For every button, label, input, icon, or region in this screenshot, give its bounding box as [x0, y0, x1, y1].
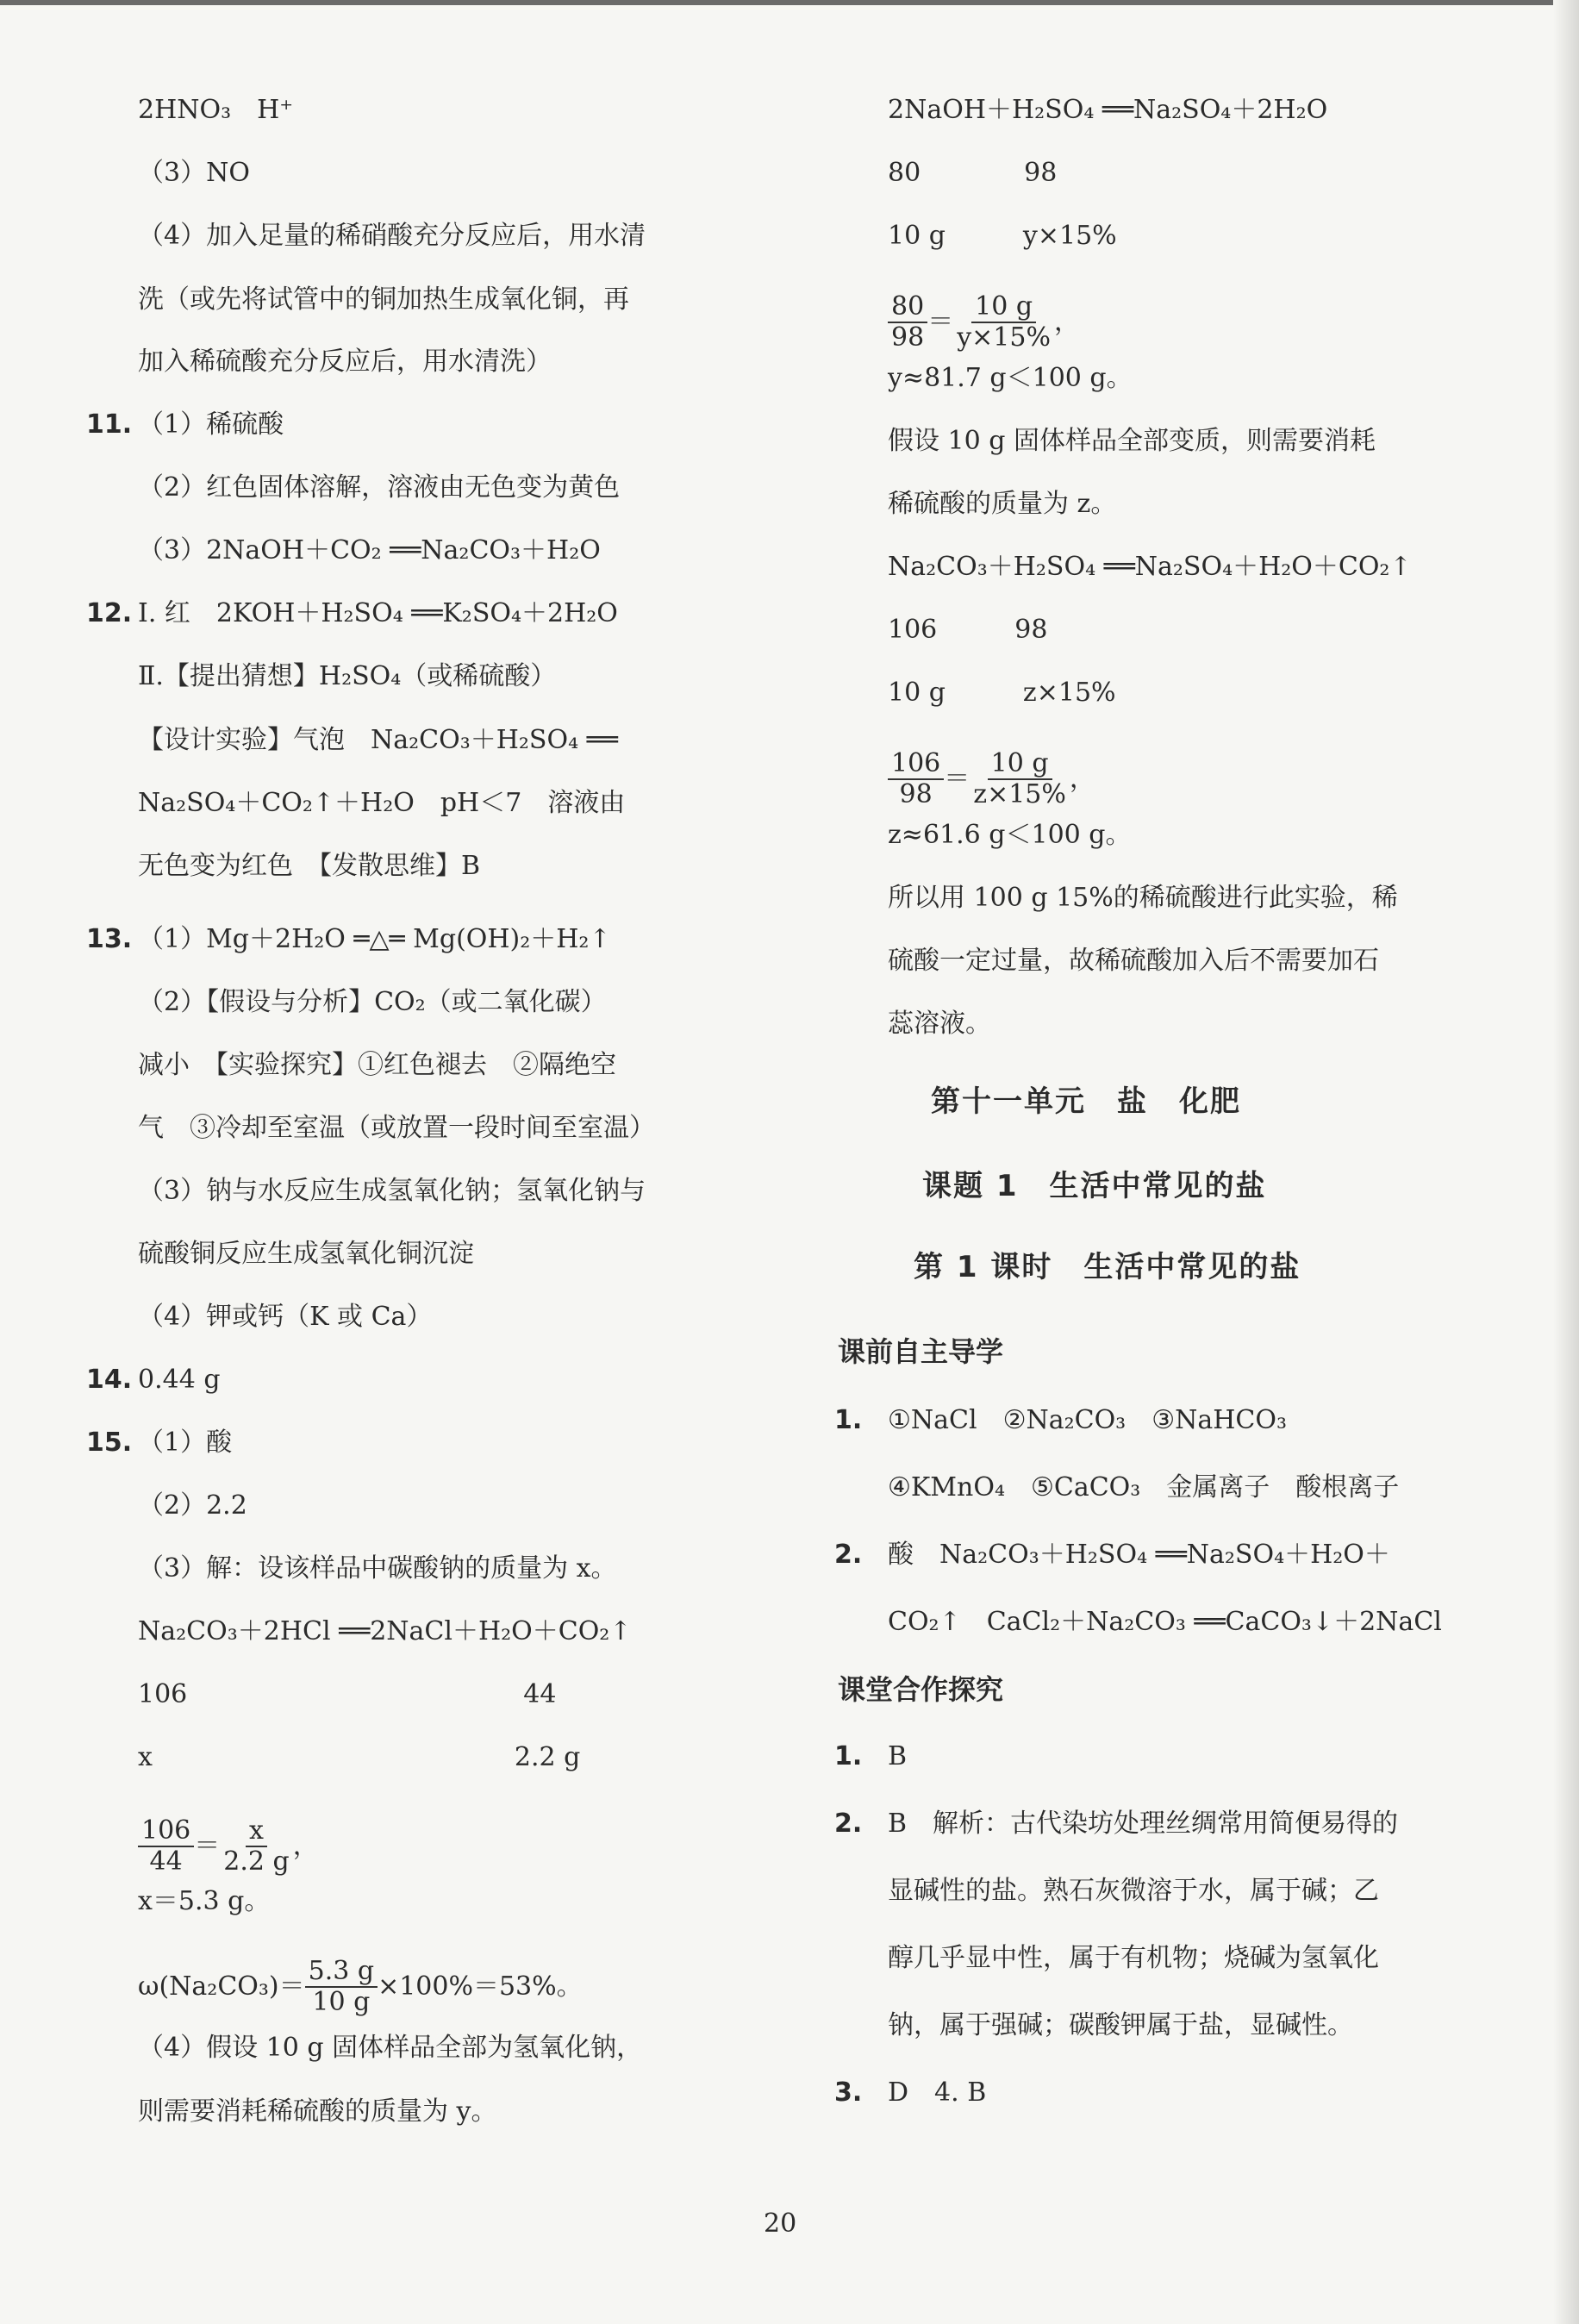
line-content	[888, 1941, 1379, 1976]
line-content	[888, 2009, 1353, 2043]
fraction	[888, 292, 927, 353]
fraction	[305, 1957, 378, 2017]
answer-line	[138, 1300, 432, 1334]
fraction	[953, 292, 1054, 353]
denominator: z×15%	[973, 779, 1066, 809]
answer-line	[834, 1403, 1287, 1438]
line-text: 硫酸铜反应生成氢氧化铜沉淀	[138, 1239, 474, 1269]
line-text: 显碱性的盐。熟石灰微溶于水，属于碱；乙	[888, 1876, 1379, 1906]
line-text: 酸 Na₂CO₃＋H₂SO₄ ══Na₂SO₄＋H₂O＋	[888, 1540, 1390, 1570]
line-text: Na₂CO₃＋2HCl ══2NaCl＋H₂O＋CO₂↑	[138, 1616, 632, 1646]
line-content	[888, 550, 1412, 584]
line-text: 【设计实验】气泡 Na₂CO₃＋H₂SO₄ ══	[138, 725, 618, 755]
line-content	[888, 219, 1117, 253]
line-text: 106 44	[138, 1679, 557, 1709]
answer-line	[138, 1048, 616, 1083]
answer-line	[138, 1237, 474, 1271]
numerator: 10 g	[988, 749, 1052, 780]
line-content	[138, 219, 646, 253]
line-text: ①NaCl ②Na₂CO₃ ③NaHCO₃	[888, 1405, 1287, 1435]
line-text: B 解析：古代染坊处理丝绸常用简便易得的	[888, 1809, 1399, 1839]
formula-text: ，	[292, 1831, 319, 1861]
question-number: 1.	[834, 1405, 863, 1435]
answer-line	[138, 723, 618, 758]
numerator: x	[246, 1816, 267, 1847]
line-content	[888, 1538, 1390, 1572]
answer-line	[888, 424, 1376, 459]
line-content	[138, 1816, 319, 1877]
page-edge-shadow	[1553, 0, 1579, 2324]
denominator: 44	[149, 1846, 183, 1877]
line-content	[888, 1807, 1398, 1841]
line-content	[138, 471, 620, 505]
line-text: （2）【假设与分析】CO₂（或二氧化碳）	[138, 987, 607, 1017]
line-content	[888, 1403, 1287, 1438]
formula-text: ，	[1069, 764, 1095, 794]
answer-line	[888, 1471, 1399, 1505]
question-number: 2.	[834, 1540, 863, 1570]
line-content	[138, 849, 480, 884]
numerator: 106	[888, 749, 944, 780]
line-content	[888, 487, 1116, 522]
line-content	[888, 944, 1379, 978]
answer-line	[138, 1615, 631, 1649]
equals-sign: ＝	[944, 764, 970, 794]
line-content	[888, 292, 1080, 353]
line-content	[138, 1740, 580, 1775]
answer-line	[888, 676, 1116, 710]
line-content	[138, 1300, 432, 1334]
answer-line	[138, 345, 552, 379]
line-text: 气 ③冷却至室温（或放置一段时间至室温）	[138, 1113, 655, 1143]
line-content	[138, 1426, 232, 1460]
line-text: 减小 【实验探究】①红色褪去 ②隔绝空	[138, 1050, 616, 1080]
line-content	[888, 613, 1047, 647]
subsection-heading: 课堂合作探究	[838, 1673, 1004, 1706]
page-number: 20	[764, 2208, 797, 2239]
line-text: （3）2NaOH＋CO₂ ══Na₂CO₃＋H₂O	[138, 535, 601, 565]
line-text: D 4. B	[888, 2077, 987, 2108]
line-content	[888, 1740, 907, 1774]
question-number: 11.	[86, 409, 133, 440]
answer-line	[138, 2031, 642, 2065]
line-text: （1）酸	[138, 1428, 233, 1458]
line-text: B	[888, 1741, 908, 1771]
line-text: CO₂↑ CaCl₂＋Na₂CO₃ ══CaCO₃↓＋2NaCl	[888, 1607, 1442, 1637]
line-content	[888, 676, 1116, 710]
line-text: （4）钾或钙（K 或 Ca）	[138, 1302, 433, 1332]
line-content	[138, 283, 629, 317]
line-content	[888, 1471, 1399, 1505]
line-text: z≈61.6 g＜100 g。	[888, 820, 1132, 850]
line-content	[138, 1237, 474, 1271]
line-text: Ⅱ.【提出猜想】H₂SO₄（或稀硫酸）	[138, 661, 557, 691]
denominator: 2.2 g	[223, 1846, 290, 1877]
line-content	[888, 1605, 1442, 1640]
equals-sign: ＝	[194, 1831, 221, 1861]
line-content	[138, 597, 618, 631]
line-text: （2）红色固体溶解，溶液由无色变为黄色	[138, 472, 621, 503]
line-content	[138, 1174, 646, 1209]
answer-line	[86, 1363, 221, 1397]
answer-line	[888, 1605, 1442, 1640]
line-content	[138, 93, 293, 128]
line-content	[138, 786, 625, 821]
answer-line	[138, 1884, 270, 1919]
line-content	[888, 361, 1133, 396]
numerator: 10 g	[971, 292, 1036, 323]
answer-line	[138, 1552, 617, 1586]
answer-line	[138, 471, 620, 505]
line-text: （1）稀硫酸	[138, 409, 284, 440]
answer-line	[86, 1426, 233, 1460]
line-content	[888, 156, 1057, 191]
answer-line	[888, 219, 1117, 253]
line-content	[888, 2076, 986, 2110]
line-text: y≈81.7 g＜100 g。	[888, 363, 1133, 393]
line-content	[888, 424, 1376, 459]
question-number: 12.	[86, 598, 133, 628]
answer-line	[86, 922, 611, 957]
answer-line	[138, 1814, 319, 1877]
answer-line	[138, 93, 293, 128]
line-text: （4）加入足量的稀硝酸充分反应后，用水清	[138, 221, 646, 251]
answer-line	[138, 283, 629, 317]
answer-line	[86, 408, 284, 442]
line-text: 106 98	[888, 615, 1048, 645]
line-text: 稀硫酸的质量为 z。	[888, 489, 1117, 519]
line-text: Na₂CO₃＋H₂SO₄ ══Na₂SO₄＋H₂O＋CO₂↑	[888, 552, 1412, 582]
answer-line	[888, 290, 1080, 353]
answer-line	[138, 849, 480, 884]
line-content	[888, 818, 1131, 853]
answer-line	[834, 1807, 1399, 1841]
line-content	[888, 1874, 1379, 1909]
line-content	[888, 881, 1398, 915]
line-content	[888, 93, 1327, 128]
answer-line	[834, 2076, 987, 2110]
answer-line	[888, 361, 1133, 396]
answer-line	[138, 156, 250, 191]
section-heading: 课题 1 生活中常见的盐	[922, 1169, 1267, 1203]
line-content	[138, 1048, 616, 1083]
line-content	[138, 1489, 247, 1523]
line-text: （2）2.2	[138, 1490, 247, 1521]
line-content	[138, 1552, 617, 1586]
top-border	[0, 0, 1579, 5]
question-number: 3.	[834, 2077, 863, 2108]
answer-line	[888, 93, 1327, 128]
line-text: 80 98	[888, 158, 1058, 188]
answer-line	[138, 1174, 646, 1209]
line-text: 2HNO₃ H⁺	[138, 95, 294, 125]
numerator: 106	[138, 1816, 194, 1847]
question-number: 14.	[86, 1365, 133, 1395]
line-content	[138, 2031, 642, 2065]
fraction	[138, 1816, 194, 1877]
line-text: （4）假设 10 g 固体样品全部为氢氧化钠，	[138, 2033, 643, 2063]
answer-line	[138, 1957, 583, 2017]
line-content	[138, 345, 552, 379]
question-number: 1.	[834, 1741, 863, 1771]
line-content	[138, 1677, 556, 1712]
answer-line	[888, 487, 1116, 522]
answer-line	[888, 1941, 1379, 1976]
denominator: 10 g	[312, 1987, 371, 2017]
fraction	[888, 749, 944, 809]
denominator: 98	[899, 779, 933, 809]
line-text: （3）NO	[138, 158, 250, 188]
answer-line	[834, 1538, 1390, 1572]
answer-line	[888, 550, 1412, 584]
answer-line	[138, 659, 556, 694]
answer-line	[888, 818, 1131, 853]
answer-line	[888, 747, 1095, 809]
line-text: Ⅰ. 红 2KOH＋H₂SO₄ ══K₂SO₄＋2H₂O	[138, 598, 618, 628]
answer-line	[138, 219, 646, 253]
answer-line	[888, 944, 1379, 978]
line-text: x＝5.3 g。	[138, 1886, 271, 1916]
line-content	[138, 534, 601, 568]
line-text: 则需要消耗稀硫酸的质量为 y。	[138, 2096, 497, 2127]
line-content	[138, 156, 250, 191]
answer-line	[138, 1111, 655, 1146]
question-number: 15.	[86, 1428, 133, 1458]
denominator: y×15%	[957, 322, 1051, 353]
numerator: 80	[888, 292, 927, 323]
section-heading: 第十一单元 盐 化肥	[931, 1084, 1241, 1119]
line-text: 0.44 g	[138, 1365, 221, 1395]
line-content	[138, 408, 284, 442]
line-content	[138, 1363, 221, 1397]
line-text: 所以用 100 g 15%的稀硫酸进行此实验，稀	[888, 883, 1398, 913]
answer-line	[138, 786, 625, 821]
answer-line	[138, 2095, 496, 2129]
answer-line	[888, 2009, 1353, 2043]
line-text: （3）钠与水反应生成氢氧化钠；氢氧化钠与	[138, 1176, 646, 1206]
formula-text: ω(Na₂CO₃)＝	[138, 1971, 305, 2002]
answer-line	[888, 156, 1057, 191]
line-content	[138, 1111, 655, 1146]
line-content	[138, 2095, 496, 2129]
line-text: 硫酸一定过量，故稀硫酸加入后不需要加石	[888, 946, 1379, 976]
line-text: 假设 10 g 固体样品全部变质，则需要消耗	[888, 426, 1376, 456]
line-content	[138, 723, 618, 758]
line-content	[138, 985, 607, 1020]
answer-line	[138, 534, 601, 568]
line-text: 无色变为红色 【发散思维】B	[138, 851, 481, 881]
fraction	[220, 1816, 292, 1877]
answer-line	[138, 1489, 247, 1523]
line-text: x 2.2 g	[138, 1742, 581, 1772]
numerator: 5.3 g	[305, 1957, 378, 1988]
line-text: （3）解：设该样品中碳酸钠的质量为 x。	[138, 1553, 617, 1584]
answer-line	[138, 1677, 556, 1712]
answer-line	[888, 613, 1047, 647]
line-content	[888, 749, 1095, 809]
line-text: 加入稀硫酸充分反应后，用水清洗）	[138, 347, 552, 377]
line-text: 2NaOH＋H₂SO₄ ══Na₂SO₄＋2H₂O	[888, 95, 1328, 125]
denominator: 98	[891, 322, 925, 353]
line-text: 醇几乎显中性，属于有机物；烧碱为氢氧化	[888, 1943, 1379, 1973]
line-text: ④KMnO₄ ⑤CaCO₃ 金属离子 酸根离子	[888, 1472, 1400, 1502]
line-content	[138, 922, 611, 957]
equals-sign: ＝	[927, 307, 954, 337]
question-number: 13.	[86, 924, 133, 954]
answer-line	[888, 1874, 1379, 1909]
answer-line	[888, 1007, 991, 1041]
line-text: Na₂SO₄＋CO₂↑＋H₂O pH＜7 溶液由	[138, 788, 626, 818]
fraction	[970, 749, 1070, 809]
formula-text: ×100%＝53%。	[378, 1971, 583, 2002]
question-number: 2.	[834, 1809, 863, 1839]
line-text: （1）Mg＋2H₂O ═△═ Mg(OH)₂＋H₂↑	[138, 924, 611, 954]
subsection-heading: 课前自主导学	[838, 1335, 1004, 1368]
answer-line	[86, 597, 618, 631]
line-content	[888, 1007, 991, 1041]
answer-line	[138, 1740, 580, 1775]
line-content	[138, 659, 556, 694]
answer-line	[138, 985, 607, 1020]
line-content	[138, 1957, 583, 2017]
line-text: 10 g z×15%	[888, 678, 1116, 708]
line-text: 10 g y×15%	[888, 221, 1117, 251]
line-content	[138, 1615, 631, 1649]
line-content	[138, 1884, 270, 1919]
answer-line	[888, 881, 1398, 915]
line-text: 蕊溶液。	[888, 1009, 991, 1039]
line-text: 洗（或先将试管中的铜加热生成氧化铜，再	[138, 284, 629, 315]
section-heading: 第 1 课时 生活中常见的盐	[914, 1250, 1301, 1284]
formula-text: ，	[1053, 307, 1080, 337]
line-text: 钠，属于强碱；碳酸钾属于盐，显碱性。	[888, 2010, 1353, 2040]
answer-line	[834, 1740, 908, 1774]
